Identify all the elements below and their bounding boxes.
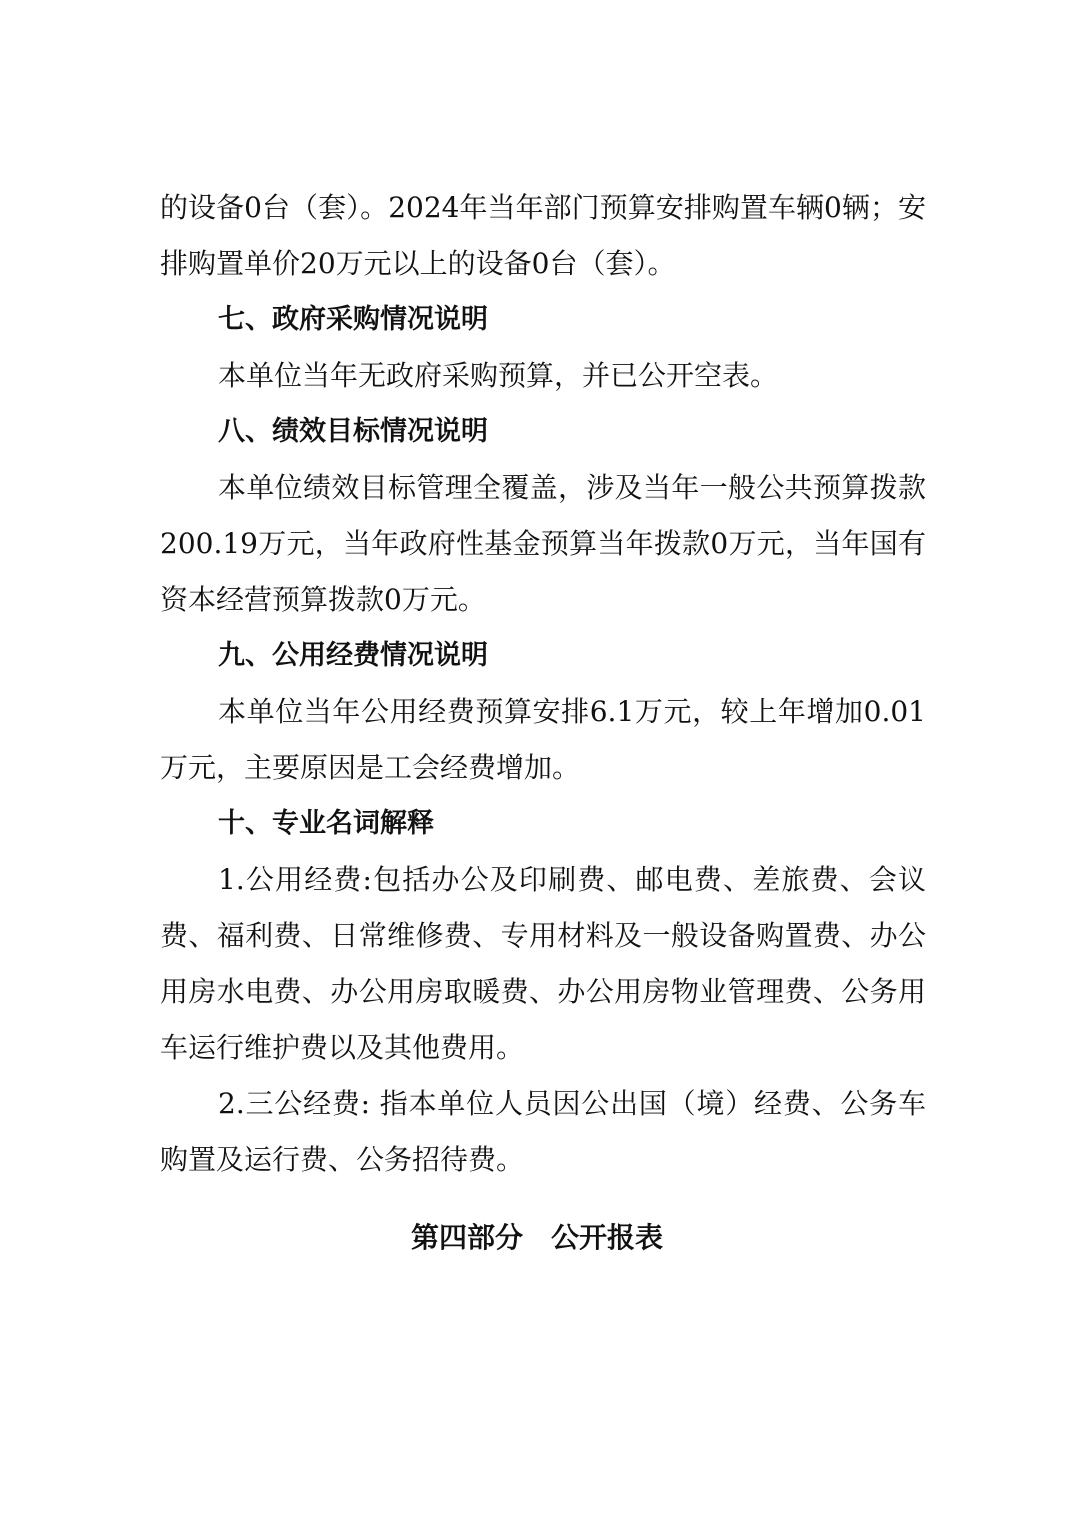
section-heading-procurement: 七、政府采购情况说明 <box>218 304 488 335</box>
section-heading-public-funds: 九、公用经费情况说明 <box>218 640 488 671</box>
section-paragraph: 本单位绩效目标管理全覆盖，涉及当年一般公共预算拨款200.19万元，当年政府性基金预算当年拨款0万元，当年国有资本经营预算拨款0万元。 <box>160 471 926 616</box>
section-paragraph: 本单位当年公用经费预算安排6.1万元，较上年增加0.01万元，主要原因是工会经费增加。 <box>160 695 926 784</box>
part-title: 第四部分 公开报表 <box>410 1221 663 1254</box>
section-heading-glossary: 十、专业名词解释 <box>218 808 434 839</box>
section-paragraph: 本单位当年无政府采购预算，并已公开空表。 <box>218 359 779 392</box>
glossary-item: 1.公用经费:包括办公及印刷费、邮电费、差旅费、会议费、福利费、日常维修费、专用材料及一般设备购置费、办公用房水电费、办公用房取暖费、办公用房物业管理费、公务用车运行维护费以及其他费用。 <box>160 863 926 1064</box>
continued-paragraph: 的设备0台（套）。2024年当年部门预算安排购置车辆0辆；安排购置单价20万元以上的设备0台（套）。 <box>160 191 926 280</box>
section-heading-performance: 八、绩效目标情况说明 <box>218 416 488 447</box>
glossary-item: 2.三公经费: 指本单位人员因公出国（境）经费、公务车购置及运行费、公务招待费。 <box>160 1087 926 1176</box>
document-body <box>160 180 926 1188</box>
